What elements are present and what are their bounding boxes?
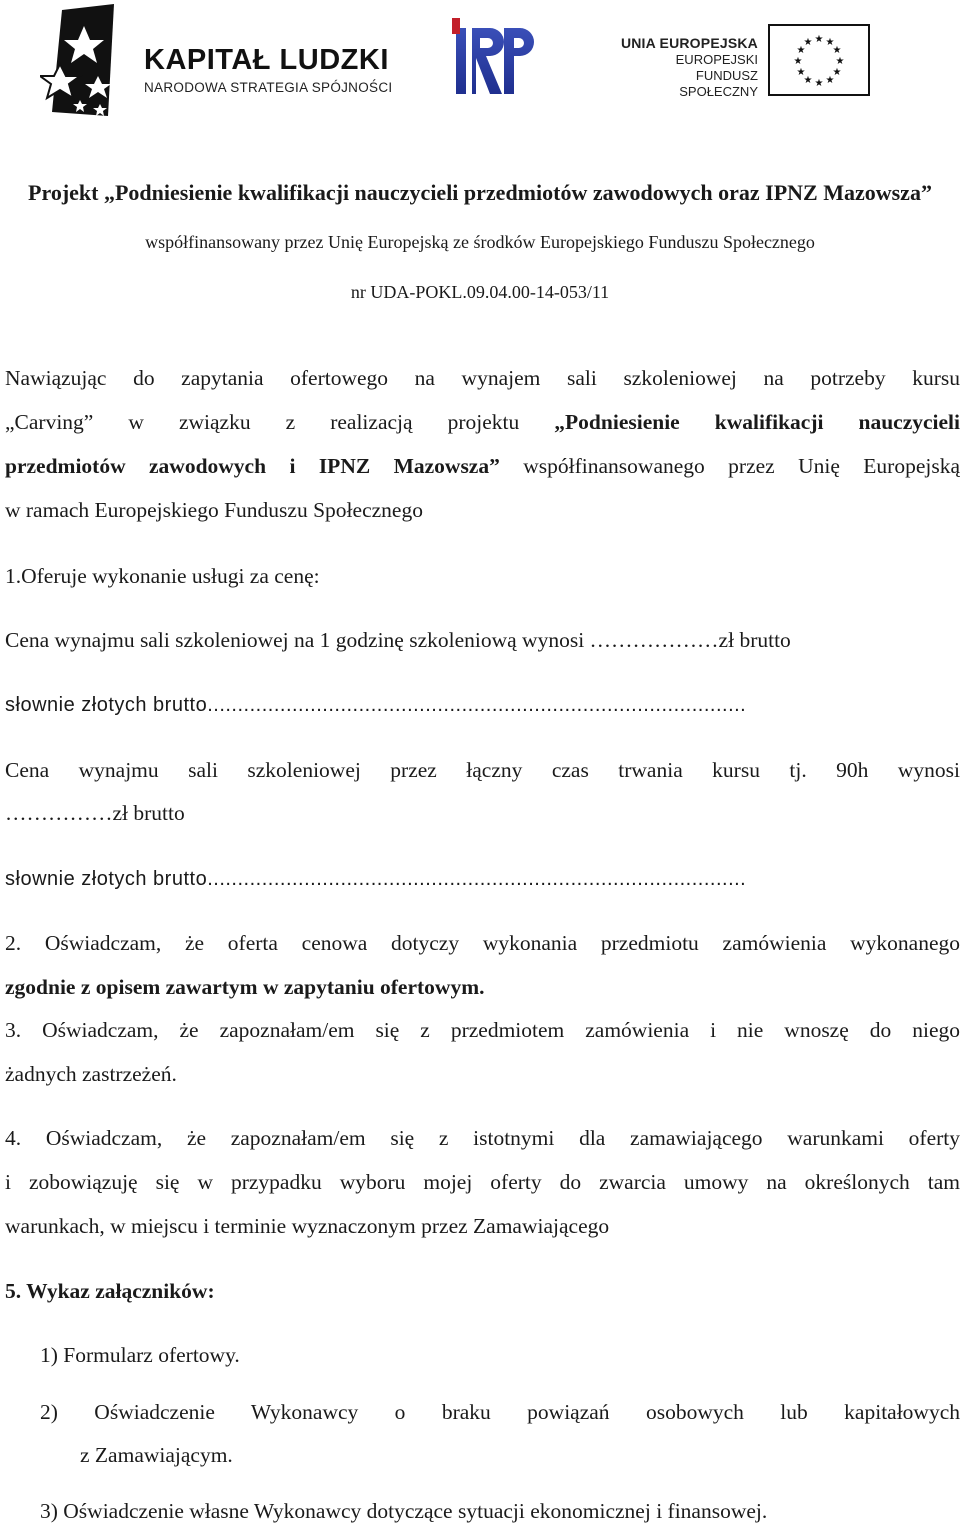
logo-unia-europejska [614, 22, 870, 98]
project-title: Projekt „Podniesienie kwalifikacji nauczycieli przedmiotów zawodowych oraz IPNZ Mazowsza” [28, 180, 932, 205]
ue-line3: FUNDUSZ SPOŁECZNY [679, 68, 758, 99]
project-cofinanced: współfinansowany przez Unię Europejską ze środków Europejskiego Funduszu Społecznego [145, 232, 815, 252]
declaration-3-line1: 3. Oświadczam, że zapoznałam/em się z przedmiotem zamówienia i nie wnoszę do niego [5, 1018, 960, 1042]
declaration-2-line2-bold: zgodnie z opisem zawartym w zapytaniu ofertowym. [5, 975, 485, 999]
declaration-4-line3: warunkach, w miejscu i terminie wyznaczonym przez Zamawiającego [5, 1214, 610, 1238]
project-number: nr UDA-POKL.09.04.00-14-053/11 [350, 282, 610, 302]
intro-line3-b: przedmiotów zawodowych i IPNZ Mazowsza” [5, 454, 500, 478]
intro-line2-a: „Carving” w związku z realizacją projektu [5, 410, 520, 434]
svg-text:★: ★ [825, 75, 835, 86]
svg-text:★: ★ [832, 45, 842, 56]
attachment-item-2-line1: 2) Oświadczenie Wykonawcy o braku powiązań osobowych lub kapitałowych [40, 1400, 960, 1424]
svg-text:★: ★ [796, 67, 806, 78]
svg-text:★: ★ [825, 37, 835, 48]
intro-line2-b: „Podniesienie kwalifikacji nauczycieli [554, 410, 960, 434]
offer-heading: 1.Oferuje wykonanie usługi za cenę: [5, 564, 320, 588]
offer-words-1: słownie złotych brutto......................................................................................... [5, 694, 747, 716]
attachments-heading [5, 1279, 960, 1304]
declaration-2-line2 [5, 975, 960, 1000]
intro-line4: w ramach Europejskiego Funduszu Społecznego [5, 498, 423, 522]
logo-kapital-ludzki [40, 4, 400, 120]
svg-text:★: ★ [832, 67, 842, 78]
ue-line2: EUROPEJSKI [675, 52, 758, 67]
attachments-heading-bold: 5. Wykaz załączników: [5, 1279, 215, 1303]
declaration-3-line2: żadnych zastrzeżeń. [5, 1062, 177, 1086]
svg-text:★: ★ [796, 45, 806, 56]
logo-rp [452, 18, 536, 98]
intro-line2 [5, 410, 960, 435]
declaration-4-line2: i zobowiązuję się w przypadku wyboru mojej oferty do zwarcia umowy na określonych tam [5, 1170, 960, 1194]
offer-total-line2: ……………zł brutto [5, 801, 185, 825]
kapital-ludzki-subtitle: NARODOWA STRATEGIA SPÓJNOŚCI [144, 80, 393, 95]
ue-text [614, 34, 758, 100]
intro-line3-a: współfinansowanego przez Unię Europejską [523, 454, 960, 478]
eu-flag-icon [768, 24, 870, 96]
declaration-2-line1: 2. Oświadczam, że oferta cenowa dotyczy wykonania przedmiotu zamówienia wykonanego [5, 931, 960, 955]
svg-text:★: ★ [835, 56, 845, 67]
intro-line3 [5, 454, 960, 479]
offer-words-2: słownie złotych brutto......................................................................................... [5, 868, 747, 890]
attachment-item-3: 3) Oświadczenie własne Wykonawcy dotyczące sytuacji ekonomicznej i finansowej. [40, 1499, 768, 1523]
kapital-ludzki-title: KAPITAŁ LUDZKI [144, 44, 389, 76]
svg-text:★: ★ [793, 56, 803, 67]
svg-text:★: ★ [803, 37, 813, 48]
kapital-ludzki-emblem [40, 4, 140, 120]
intro-line1: Nawiązując do zapytania ofertowego na wynajem sali szkoleniowej na potrzeby kursu [5, 366, 960, 390]
ue-line1: UNIA EUROPEJSKA [620, 35, 758, 51]
offer-hour-price: Cena wynajmu sali szkoleniowej na 1 godzinę szkoleniową wynosi ………………zł brutto [5, 628, 791, 652]
declaration-4-line1: 4. Oświadczam, że zapoznałam/em się z istotnymi dla zamawiającego warunkami oferty [5, 1126, 960, 1150]
svg-text:★: ★ [803, 75, 813, 86]
svg-text:★: ★ [814, 78, 824, 89]
header-logos [0, 0, 960, 130]
svg-text:★: ★ [814, 34, 824, 45]
offer-total-line1: Cena wynajmu sali szkoleniowej przez łączny czas trwania kursu tj. 90h wynosi [5, 758, 960, 782]
attachment-item-1: 1) Formularz ofertowy. [40, 1343, 240, 1367]
attachment-item-2-line2: z Zamawiającym. [80, 1443, 233, 1467]
